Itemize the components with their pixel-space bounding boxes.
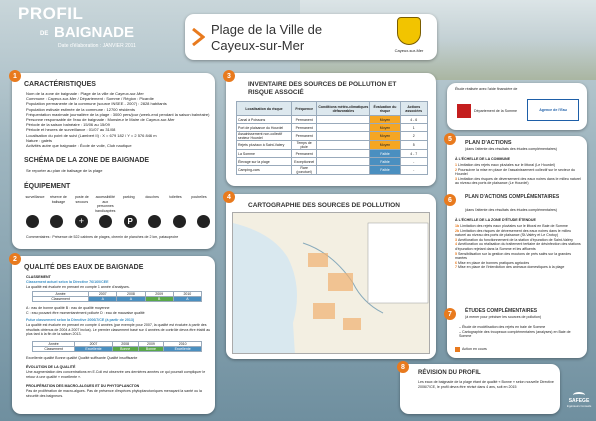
quality-note1: La qualité est évaluée en prenant en compte 1 année d'analyses.: [26, 285, 130, 289]
action-text: Mise en place de l'interdiction des animaux domestiques à la plage: [458, 265, 565, 270]
safege-logo-tag: Ingénieurs Conseils: [566, 404, 592, 408]
title-line1: Plage de la Ville de: [211, 22, 323, 37]
map-zone: [343, 318, 361, 330]
department-logo-text: Département de la Somme: [474, 108, 517, 113]
map-legend: [368, 223, 428, 303]
financing-label: Étude réalisée avec l'aide financière de: [455, 87, 518, 91]
section-number-7: 7: [444, 308, 456, 320]
table-cell: 2009: [145, 292, 173, 297]
action-item: 2 Poursuivre la mise en place de l'assainissement collectif sur le secteur du Hourdel: [455, 167, 575, 177]
quality-sub-evolution: ÉVOLUTION DE LA QUALITÉ: [26, 365, 76, 369]
map-zone: [313, 303, 335, 319]
first-aid-icon: +: [75, 215, 88, 228]
revision-text: Les eaux de baignade de la plage étant de qualité « Bonne » selon nouvelle Directive 2006/7/CE, le profil devra être révisé dans 4 ans, soit en 2015: [418, 380, 554, 389]
equipment-labels: [24, 195, 210, 213]
action-item: 3 Amélioration du fonctionnement de la station d'épuration de Saint-Valéry: [455, 237, 573, 242]
title-card: [185, 14, 437, 60]
table-cell: Moyen: [370, 124, 400, 132]
section-number-1: 1: [9, 70, 21, 82]
wheelchair-icon: [99, 215, 112, 228]
action-item: 2b Limitation des risques de déversement des eaux noires dans le milieu naturel au niveau des ports de plaisance (St-Valéry et Le Crotoy): [455, 228, 572, 238]
table-cell: 1: [400, 124, 427, 132]
section-number-8: 8: [397, 361, 409, 373]
safege-logo: [564, 392, 594, 416]
equipment-label: poste de secours: [74, 195, 89, 204]
chevron-icon: [191, 28, 205, 46]
plan-scale-extended: À L'ÉCHELLE DE LA ZONE D'ÉTUDE ÉTENDUE: [455, 218, 536, 222]
table-cell: Assainissement non-collectif secteur Hourdel: [237, 132, 292, 141]
equipment-label: réserve de balisage: [49, 195, 67, 204]
study-text: Cartographie des troupeaux complémentaires (analyses) en Baie de Somme: [459, 329, 571, 339]
table-cell: Permanent: [292, 116, 317, 124]
table-cell: Année: [33, 342, 75, 347]
column-header: Conditions météo-climatiques défavorables: [317, 102, 370, 116]
plan-heading: PLAN D'ACTIONS: [465, 140, 512, 146]
safege-logo-name: SAFEGE: [568, 398, 590, 404]
equipment-label: toilettes: [169, 195, 182, 199]
section-number-4: 4: [223, 191, 235, 203]
action-item: 1b Limitation des rejets eaux pluviales sur le littoral en Baie de Somme: [455, 224, 568, 228]
table-cell: 5: [400, 141, 427, 150]
table-cell: 2007: [75, 342, 113, 347]
plan-card: [447, 136, 587, 358]
table-cell: Permanent: [292, 150, 317, 158]
equipment-label: surveillance: [25, 195, 45, 199]
table-cell: 2008: [117, 292, 145, 297]
header-de: DE: [40, 31, 49, 37]
char-line: Commune : Cayeux-sur-Mer / Département : Somme / Région : Picardie: [26, 96, 154, 102]
crest-emblem: [397, 17, 421, 45]
inventory-header-row: [237, 102, 428, 116]
quality-legend1: A : eau de bonne qualité B : eau de qualité moyenne: [26, 306, 110, 310]
header-date: Date d'élaboration : JANVIER 2011: [58, 43, 136, 49]
study-item: – Étude de modélisation des rejets en baie de Somme: [459, 325, 546, 329]
action-text: Sensibilisation sur la gestion des moutons de prés salés sur la grandes marées: [455, 251, 572, 261]
classification-table-future: [32, 341, 202, 352]
table-cell: 4 - 6: [400, 116, 427, 124]
action-item: 1 Limitation des rejets eaux pluviales sur le littoral (Le Hourdel): [455, 163, 556, 167]
revision-card: [400, 364, 560, 414]
title-line2: Cayeux-sur-Mer: [211, 38, 305, 53]
profile-header: [0, 0, 170, 62]
pollution-map: [232, 212, 430, 354]
table-cell: Excellente: [75, 347, 113, 352]
table-cell: [317, 150, 370, 158]
table-cell: 2010: [173, 292, 201, 297]
action-item: 4 Amélioration ou réalisation du traitement tertiaire de désinfection des stations d'épuration rejetant dans la Somme et les affluents: [455, 242, 581, 251]
equipment-label: parking: [122, 195, 135, 199]
table-cell: Bonne: [138, 347, 164, 352]
water-agency-logo-text: Agence de l'Eau: [539, 107, 567, 112]
char-line: Population estivale estimée de la commune : 12700 résidents: [26, 106, 135, 112]
plan-complementary-subtitle: (dans l'attente des résultats des études complémentaires): [465, 208, 557, 212]
action-legend: [455, 347, 487, 352]
table-row: [237, 124, 428, 132]
section-number-2: 2: [9, 253, 21, 265]
toilet-icon: [173, 215, 186, 228]
quality-sub-future: Futur classement selon la Directive 2006/7/CE (à partir de 2013): [26, 318, 135, 322]
table-row: [237, 116, 428, 124]
table-cell: 2010: [164, 342, 202, 347]
table-cell: Permanent: [292, 132, 317, 141]
table-row: [237, 166, 428, 175]
shower-icon: [148, 215, 161, 228]
quality-note2: La qualité est évaluée en prenant en compte 4 années (par exemple pour 2007, la qualité est évaluée à partir des résultats obtenus de 2004 à 2007 inclus). Le premier classement basé sur 4 années de contrôle devra être établi au plus tard à la fin de la saison 2013.: [26, 323, 211, 337]
char-line: Période et heures de surveillance : 01/07 au 31/08: [26, 127, 116, 133]
section-number-6: 6: [444, 194, 456, 206]
quality-proliferation-text: Pas de prolifération de macro-algues. Pas de présence d'espèces phytoplanctoniques menaçant la santé ou la sécurité des baigneurs.: [26, 389, 202, 398]
map-zone: [308, 253, 328, 267]
table-cell: Camping-cars: [237, 166, 292, 175]
action-item: 3 Limitation des risques de déversement des eaux noires dans le milieu naturel au niveau des ports de plaisance (Le Hourdel): [455, 176, 581, 186]
equipment-icons: [26, 215, 210, 228]
study-item: – Cartographie des troupeaux complémentaires (analyses) en Baie de Somme: [459, 329, 571, 339]
table-cell: [317, 158, 370, 166]
table-cell: Faible: [370, 150, 400, 158]
lifeguard-icon: [26, 215, 39, 228]
table-cell: -: [400, 166, 427, 175]
map-heading: CARTOGRAPHIE DES SOURCES DE POLLUTION: [248, 202, 400, 209]
table-cell: Excellente: [164, 347, 202, 352]
studies-subtitle: (à mener pour préciser les sources de pollution): [465, 315, 542, 319]
table-cell: B: [145, 297, 173, 302]
table-row: [237, 141, 428, 150]
plan-complementary-heading: PLAN D'ACTIONS COMPLÉMENTAIRES: [465, 194, 560, 200]
characteristics-list: [26, 91, 211, 148]
char-line: Fréquentation maximale journalière de la plage : 3000 pers/jour (week-end pendant la saison balnéaire): [26, 111, 210, 117]
map-svg: [233, 213, 430, 354]
study-text: Étude de modélisation des rejets en baie de Somme: [462, 325, 546, 329]
equipment-label: poubelles: [191, 195, 207, 199]
characteristics-heading: CARACTÉRISTIQUES: [24, 81, 96, 88]
action-text: Limitation des rejets eaux pluviales sur le littoral en Baie de Somme: [460, 224, 568, 228]
crest-caption: Cayeux-sur-Mer: [394, 48, 424, 53]
char-line: Activités autre que baignade : École de voile, Club nautique: [26, 143, 132, 149]
section-number-3: 3: [223, 70, 235, 82]
action-item: 6 Mise en place de bonnes pratiques agricoles: [455, 260, 530, 265]
quality-evolution-text: Une augmentation des concentrations en E.Coli est observée ces dernières années ce qui pourrait compliquer le retour à une qualité « excellente ».: [26, 370, 206, 379]
schema-text: Se reporter au plan de balisage de la plage: [26, 168, 103, 173]
table-cell: Rejets pluviaux à Saint-Valery: [237, 141, 292, 150]
equipment-comments: Commentaires : Présence de 522 cabines de plages, chemin de planches de 2 km, patauqeoire: [26, 235, 179, 239]
column-header: Fréquence: [292, 102, 317, 116]
inventory-card: [226, 73, 436, 186]
table-cell: 2008: [112, 342, 138, 347]
studies-list: [459, 325, 583, 339]
equipment-label: accessibilité aux personnes handicapées: [95, 195, 116, 213]
table-cell: A: [117, 297, 145, 302]
table-cell: Permanent: [292, 124, 317, 132]
equipment-label: douches: [145, 195, 159, 199]
equipment-heading: ÉQUIPEMENT: [24, 183, 71, 190]
quality-heading: QUALITÉ DES EAUX DE BAIGNADE: [24, 264, 144, 271]
table-cell: Faible: [370, 158, 400, 166]
char-line: Nom de la zone de baignade : Plage de la ville de Cayeux-sur-Mer: [26, 91, 144, 96]
column-header: Évaluation du risque: [370, 102, 400, 116]
table-cell: 2007: [89, 292, 117, 297]
department-logo: [457, 97, 517, 125]
action-text: Amélioration ou réalisation du traitement tertiaire de désinfection des stations d'épuration rejetant dans la Somme et les affluents: [455, 242, 581, 251]
table-row: [237, 132, 428, 141]
action-text: Amélioration du fonctionnement de la station d'épuration de Saint-Valéry: [458, 237, 573, 242]
table-cell: Temps de pluie: [292, 141, 317, 150]
parking-icon: P: [124, 215, 137, 228]
table-cell: Bonne: [112, 347, 138, 352]
classification-table-current: [32, 291, 202, 302]
header-profil: PROFIL: [18, 4, 84, 23]
financing-card: [447, 83, 587, 130]
table-cell: La Somme: [237, 150, 292, 158]
table-cell: [317, 124, 370, 132]
table-cell: Moyen: [370, 141, 400, 150]
action-item: 7 Mise en place de l'interdiction des animaux domestiques à la plage: [455, 265, 565, 270]
action-text: Limitation des risques de déversement des eaux noires dans le milieu naturel au niveau des ports de plaisance (St-Valéry et Le Crotoy): [455, 228, 572, 238]
table-cell: Rare (ponctuel): [292, 166, 317, 175]
table-cell: A: [89, 297, 117, 302]
inventory-heading: INVENTAIRE DES SOURCES DE POLLUTION ET RISQUE ASSOCIÉ: [248, 81, 397, 96]
trash-icon: [197, 215, 210, 228]
quality-sub-current: Classement actuel selon la Directive 76/160/CEE: [26, 280, 109, 284]
in-progress-icon: [455, 347, 460, 352]
table-cell: Exceptionnel: [292, 158, 317, 166]
map-card: [226, 194, 436, 359]
buoy-icon: [50, 215, 63, 228]
char-line: Localisation du point de suivi (Lambert II) : X = 679 182 / Y = 2 576 846 m: [26, 132, 157, 138]
revision-heading: RÉVISION DU PROFIL: [418, 370, 481, 376]
table-cell: 2: [400, 132, 427, 141]
studies-heading: ÉTUDES COMPLÉMENTAIRES: [465, 308, 538, 314]
table-cell: 2009: [138, 342, 164, 347]
action-item: 5 Sensibilisation sur la gestion des moutons de prés salés sur la grandes marées: [455, 251, 572, 261]
table-cell: Année: [33, 292, 89, 297]
header-baignade: BAIGNADE: [54, 24, 135, 41]
char-line: Population permanente de la commune (source INSEE - 2007) : 2828 habitants: [26, 101, 167, 107]
table-cell: [317, 166, 370, 175]
quality-sub-proliferation: PROLIFÉRATION DES MACRO-ALGUES ET DU PHYTOPLANCTON: [26, 384, 140, 388]
plan-scale: À L'ÉCHELLE DE LA COMMUNE: [455, 157, 511, 161]
map-zone: [328, 273, 353, 291]
table-cell: [317, 116, 370, 124]
table-cell: Élevage sur la plage: [237, 158, 292, 166]
quality-card: [12, 256, 215, 414]
actions-list-2: [455, 224, 582, 270]
table-cell: [317, 141, 370, 150]
table-cell: [317, 132, 370, 141]
quality-legend2: C : eau pouvant être momentanément polluée D : eau de mauvaise qualité: [26, 311, 145, 315]
table-cell: Canal à Poissons: [237, 116, 292, 124]
action-text: Poursuivre la mise en place de l'assainissement collectif sur le secteur du Hourdel: [455, 167, 575, 177]
table-cell: A: [173, 297, 201, 302]
action-legend-text: Action en cours: [462, 347, 487, 352]
quality-classement: CLASSEMENT: [26, 275, 51, 279]
plan-subtitle: (dans l'attente des résultats des études complémentaires): [465, 147, 557, 151]
quality-legend3: Excellente qualité Bonne qualité Qualité suffisante Qualité insuffisante: [26, 356, 138, 360]
action-text: Limitation des risques de déversement des eaux noires dans le milieu naturel au niveau des ports de plaisance (Le Hourdel): [455, 176, 581, 186]
schema-heading: SCHÉMA DE LA ZONE DE BAIGNADE: [24, 157, 150, 164]
actions-list-1: [455, 163, 582, 186]
char-line: Nature : galets: [26, 137, 53, 143]
table-cell: -: [400, 158, 427, 166]
column-header: Localisation du risque: [237, 102, 292, 116]
char-line: Période de la saison balnéaire : 15/06 au 15/09: [26, 122, 110, 128]
inventory-table: [236, 101, 428, 175]
characteristics-card: [12, 73, 215, 249]
table-cell: Moyen: [370, 116, 400, 124]
table-cell: Port de plaisance du Hourdel: [237, 124, 292, 132]
table-cell: 4 - 7: [400, 150, 427, 158]
table-row: [237, 158, 428, 166]
section-number-5: 5: [444, 133, 456, 145]
action-text: Mise en place de bonnes pratiques agricoles: [458, 260, 530, 265]
action-text: Limitation des rejets eaux pluviales sur le littoral (Le Hourdel): [458, 163, 556, 167]
table-row: [237, 150, 428, 158]
column-header: Actions associées: [400, 102, 427, 116]
table-cell: Classement: [33, 297, 89, 302]
table-cell: Moyen: [370, 132, 400, 141]
char-line: Personne responsable de l'eau de baignade : Monsieur le Maire de Cayeux-sur-Mer: [26, 117, 175, 123]
table-cell: Faible: [370, 166, 400, 175]
table-cell: Classement: [33, 347, 75, 352]
water-agency-logo: [527, 99, 579, 121]
